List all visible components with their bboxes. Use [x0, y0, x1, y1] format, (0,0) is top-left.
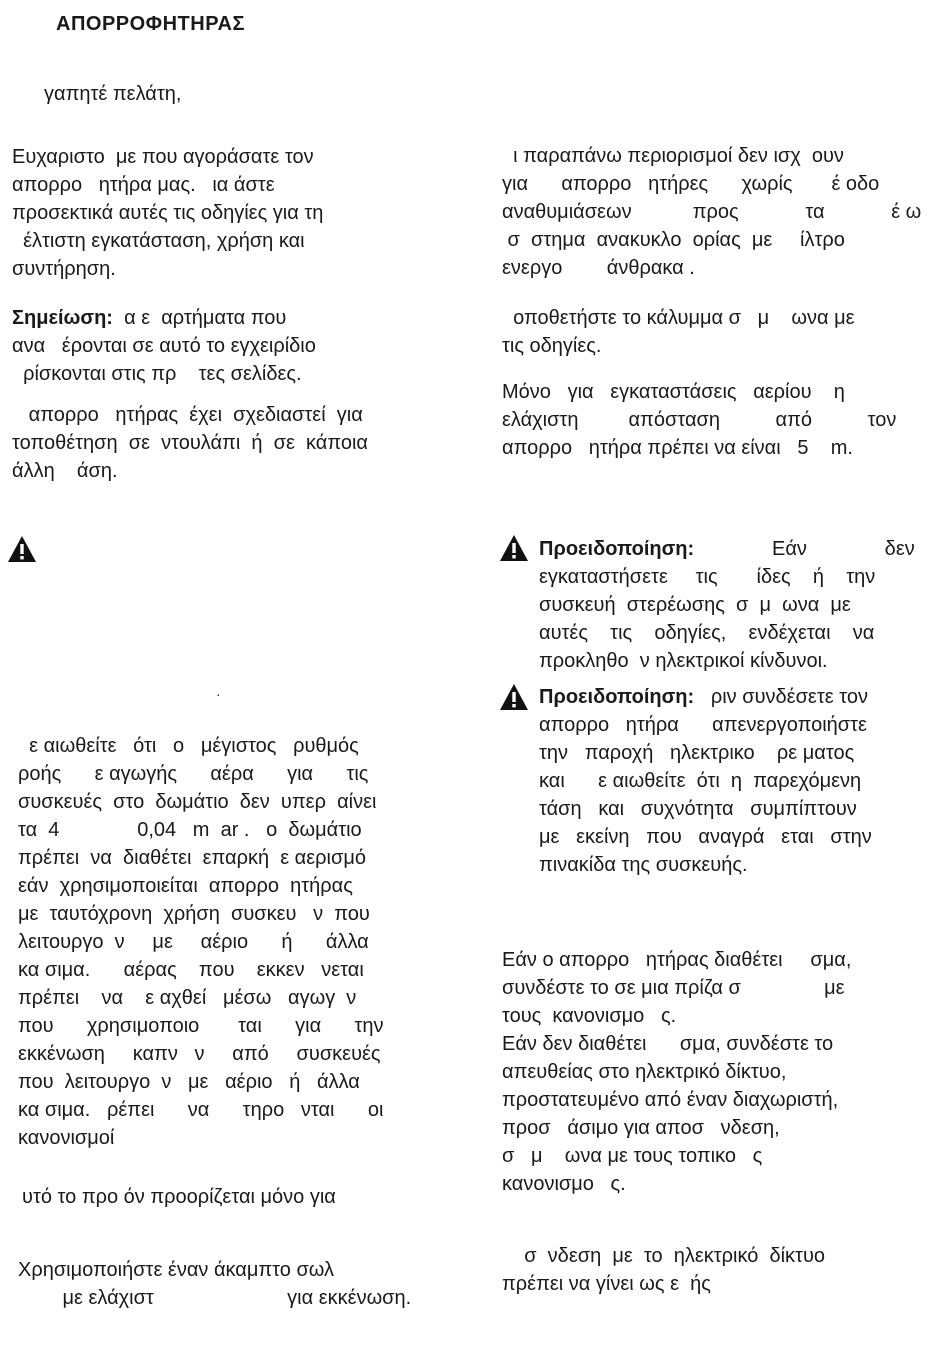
warning-text: Εάν δεν	[771, 538, 915, 560]
text-line: προκληθο ν ηλεκτρικοί κίνδυνοι.	[539, 650, 828, 672]
text-line: κανονισμο ς.	[502, 1173, 626, 1195]
text-line	[12, 304, 467, 332]
text-line: με ταυτόχρονη χρήση συσκευ ν που	[18, 903, 370, 925]
text-line: κα σιμα. αέρας που εκκεν νεται	[18, 959, 364, 981]
text-line: σ νδεση με το ηλεκτρικό δίκτυο	[502, 1245, 826, 1267]
text-line: εκκένωση καπν ν από συσκευές	[18, 1043, 381, 1065]
text-line: άλλη άση.	[12, 460, 118, 482]
text-line: απορρο ητήρας έχει σχεδιαστεί για	[12, 404, 363, 426]
gas-distance-paragraph	[502, 378, 950, 462]
restrictions-paragraph	[502, 142, 950, 282]
text-line: οποθετήστε το κάλυμμα σ μ ωνα με	[502, 307, 855, 329]
text-line: ανα έρονται σε αυτό το εγχειρίδιο	[12, 335, 316, 357]
connection-paragraph	[502, 1242, 907, 1298]
text-line: πρέπει να διαθέτει επαρκή ε αερισμό	[18, 847, 366, 869]
text-line: τους κανονισμο ς.	[502, 1005, 677, 1027]
grounding-paragraph	[502, 946, 950, 1198]
warning-text: ριν συνδέσετε τον	[710, 686, 868, 708]
text-line: ροής ε αγωγής αέρα για τις	[18, 763, 369, 785]
intro-paragraph	[12, 143, 467, 283]
text-line: σ στημα ανακυκλο ορίας με ίλτρο	[502, 229, 845, 251]
text-line: συσκευή στερέωσης σ μ ωνα με	[539, 594, 851, 616]
text-line: αναθυμιάσεων προς τα έ ω	[502, 201, 922, 223]
text-line: συσκευές στο δωμάτιο δεν υπερ αίνει	[18, 791, 377, 813]
text-line: Μόνο για εγκαταστάσεις αερίου η	[502, 381, 845, 403]
warning-block-2	[539, 683, 950, 879]
text-line: ε αιωθείτε ότι ο μέγιστος ρυθμός	[18, 735, 359, 757]
text-line: τοποθέτηση σε ντουλάπι ή σε κάποια	[12, 432, 368, 454]
text-line: συντήρηση.	[12, 258, 116, 280]
warning-icon	[499, 534, 529, 562]
text-line: συνδέστε το σε μια πρίζα σ με	[502, 977, 845, 999]
cover-paragraph	[502, 304, 950, 360]
text-line: τάση και συχνότητα συμπίπτουν	[539, 798, 857, 820]
text-line: πρέπει να γίνει ως ε ής	[502, 1273, 711, 1295]
text-line: εγκαταστήσετε τις ίδες ή την	[539, 566, 876, 588]
note-paragraph	[12, 304, 467, 388]
text-line: κα σιμα. ρέπει να τηρο νται οι	[18, 1099, 384, 1121]
warning-icon	[499, 683, 529, 711]
text-line: που λειτουργο ν με αέριο ή άλλα	[18, 1071, 360, 1093]
text-line: ενεργο άνθρακα .	[502, 257, 695, 279]
text-line: που χρησιμοποιο ται για την	[18, 1015, 384, 1037]
text-line: απορρο ητήρα μας. ια άστε	[12, 174, 275, 196]
text-line: εάν χρησιμοποιείται απορρο ητήρας	[18, 875, 353, 897]
text-line: ελάχιστη απόσταση από τον	[502, 409, 897, 431]
text-line: με εκείνη που αναγρά εται στην	[539, 826, 872, 848]
text-line: σ μ ωνα με τους τοπικο ς	[502, 1145, 763, 1167]
warning-label: Προειδοποίηση:	[539, 686, 695, 708]
text-line: αυτές τις οδηγίες, ενδέχεται να	[539, 622, 875, 644]
text-line: ι παραπάνω περιορισμοί δεν ισχ ουν	[502, 145, 844, 167]
text-line: Χρησιμοποιήστε έναν άκαμπτο σωλ	[18, 1259, 335, 1281]
text-line: απορρο ητήρα απενεργοποιήστε	[539, 714, 867, 736]
text-line: απορρο ητήρα πρέπει να είναι 5 m.	[502, 437, 853, 459]
warning-icon	[7, 535, 37, 563]
note-label: Σημείωση:	[12, 307, 113, 329]
text-line: προστατευμένο από έναν διαχωριστή,	[502, 1089, 839, 1111]
text-line: προσεκτικά αυτές τις οδηγίες για τη	[12, 202, 324, 224]
ventilation-paragraph	[18, 732, 466, 1152]
text-line: Εάν δεν διαθέτει σμα, συνδέστε το	[502, 1033, 834, 1055]
text-line: ρίσκονται στις πρ τες σελίδες.	[12, 363, 302, 385]
text-line	[539, 683, 950, 711]
text-line: κανονισμοί	[18, 1127, 115, 1149]
text-line: την παροχή ηλεκτρικο ρε ματος	[539, 742, 855, 764]
note-text: α ε αρτήματα που	[124, 307, 287, 329]
text-line: τις οδηγίες.	[502, 335, 602, 357]
text-line: Ευχαριστο με που αγοράσατε τον	[12, 146, 314, 168]
product-line: υτό το προ όν προορίζεται μόνο για	[22, 1186, 336, 1208]
text-line: λειτουργο ν με αέριο ή άλλα	[18, 931, 369, 953]
text-line: πινακίδα της συσκευής.	[539, 854, 748, 876]
text-line: προσ άσιμο για αποσ νδεση,	[502, 1117, 780, 1139]
text-line: για απορρο ητήρες χωρίς έ οδο	[502, 173, 880, 195]
text-line: τα 4 0,04 m ar . ο δωμάτιο	[18, 819, 362, 841]
warning-block-1	[539, 535, 950, 675]
text-line: έλτιστη εγκατάσταση, χρήση και	[12, 230, 305, 252]
text-line: Εάν ο απορρο ητήρας διαθέτει σμα,	[502, 949, 852, 971]
text-line	[539, 535, 950, 563]
text-line: πρέπει να ε αχθεί μέσω αγωγ ν	[18, 987, 357, 1009]
design-paragraph	[12, 401, 467, 485]
document-title: ΑΠΟΡΡΟΦΗΤΗΡΑΣ	[56, 13, 245, 35]
text-line: και ε αιωθείτε ότι η παρεχόμενη	[539, 770, 862, 792]
stray-dot: ·	[216, 686, 221, 702]
text-line: με ελάχιστ για εκκένωση.	[18, 1287, 412, 1309]
greeting: γαπητέ πελάτη,	[44, 83, 182, 105]
warning-label: Προειδοποίηση:	[539, 538, 695, 560]
text-line: απευθείας στο ηλεκτρικό δίκτυο,	[502, 1061, 787, 1083]
pipe-paragraph	[18, 1256, 463, 1312]
